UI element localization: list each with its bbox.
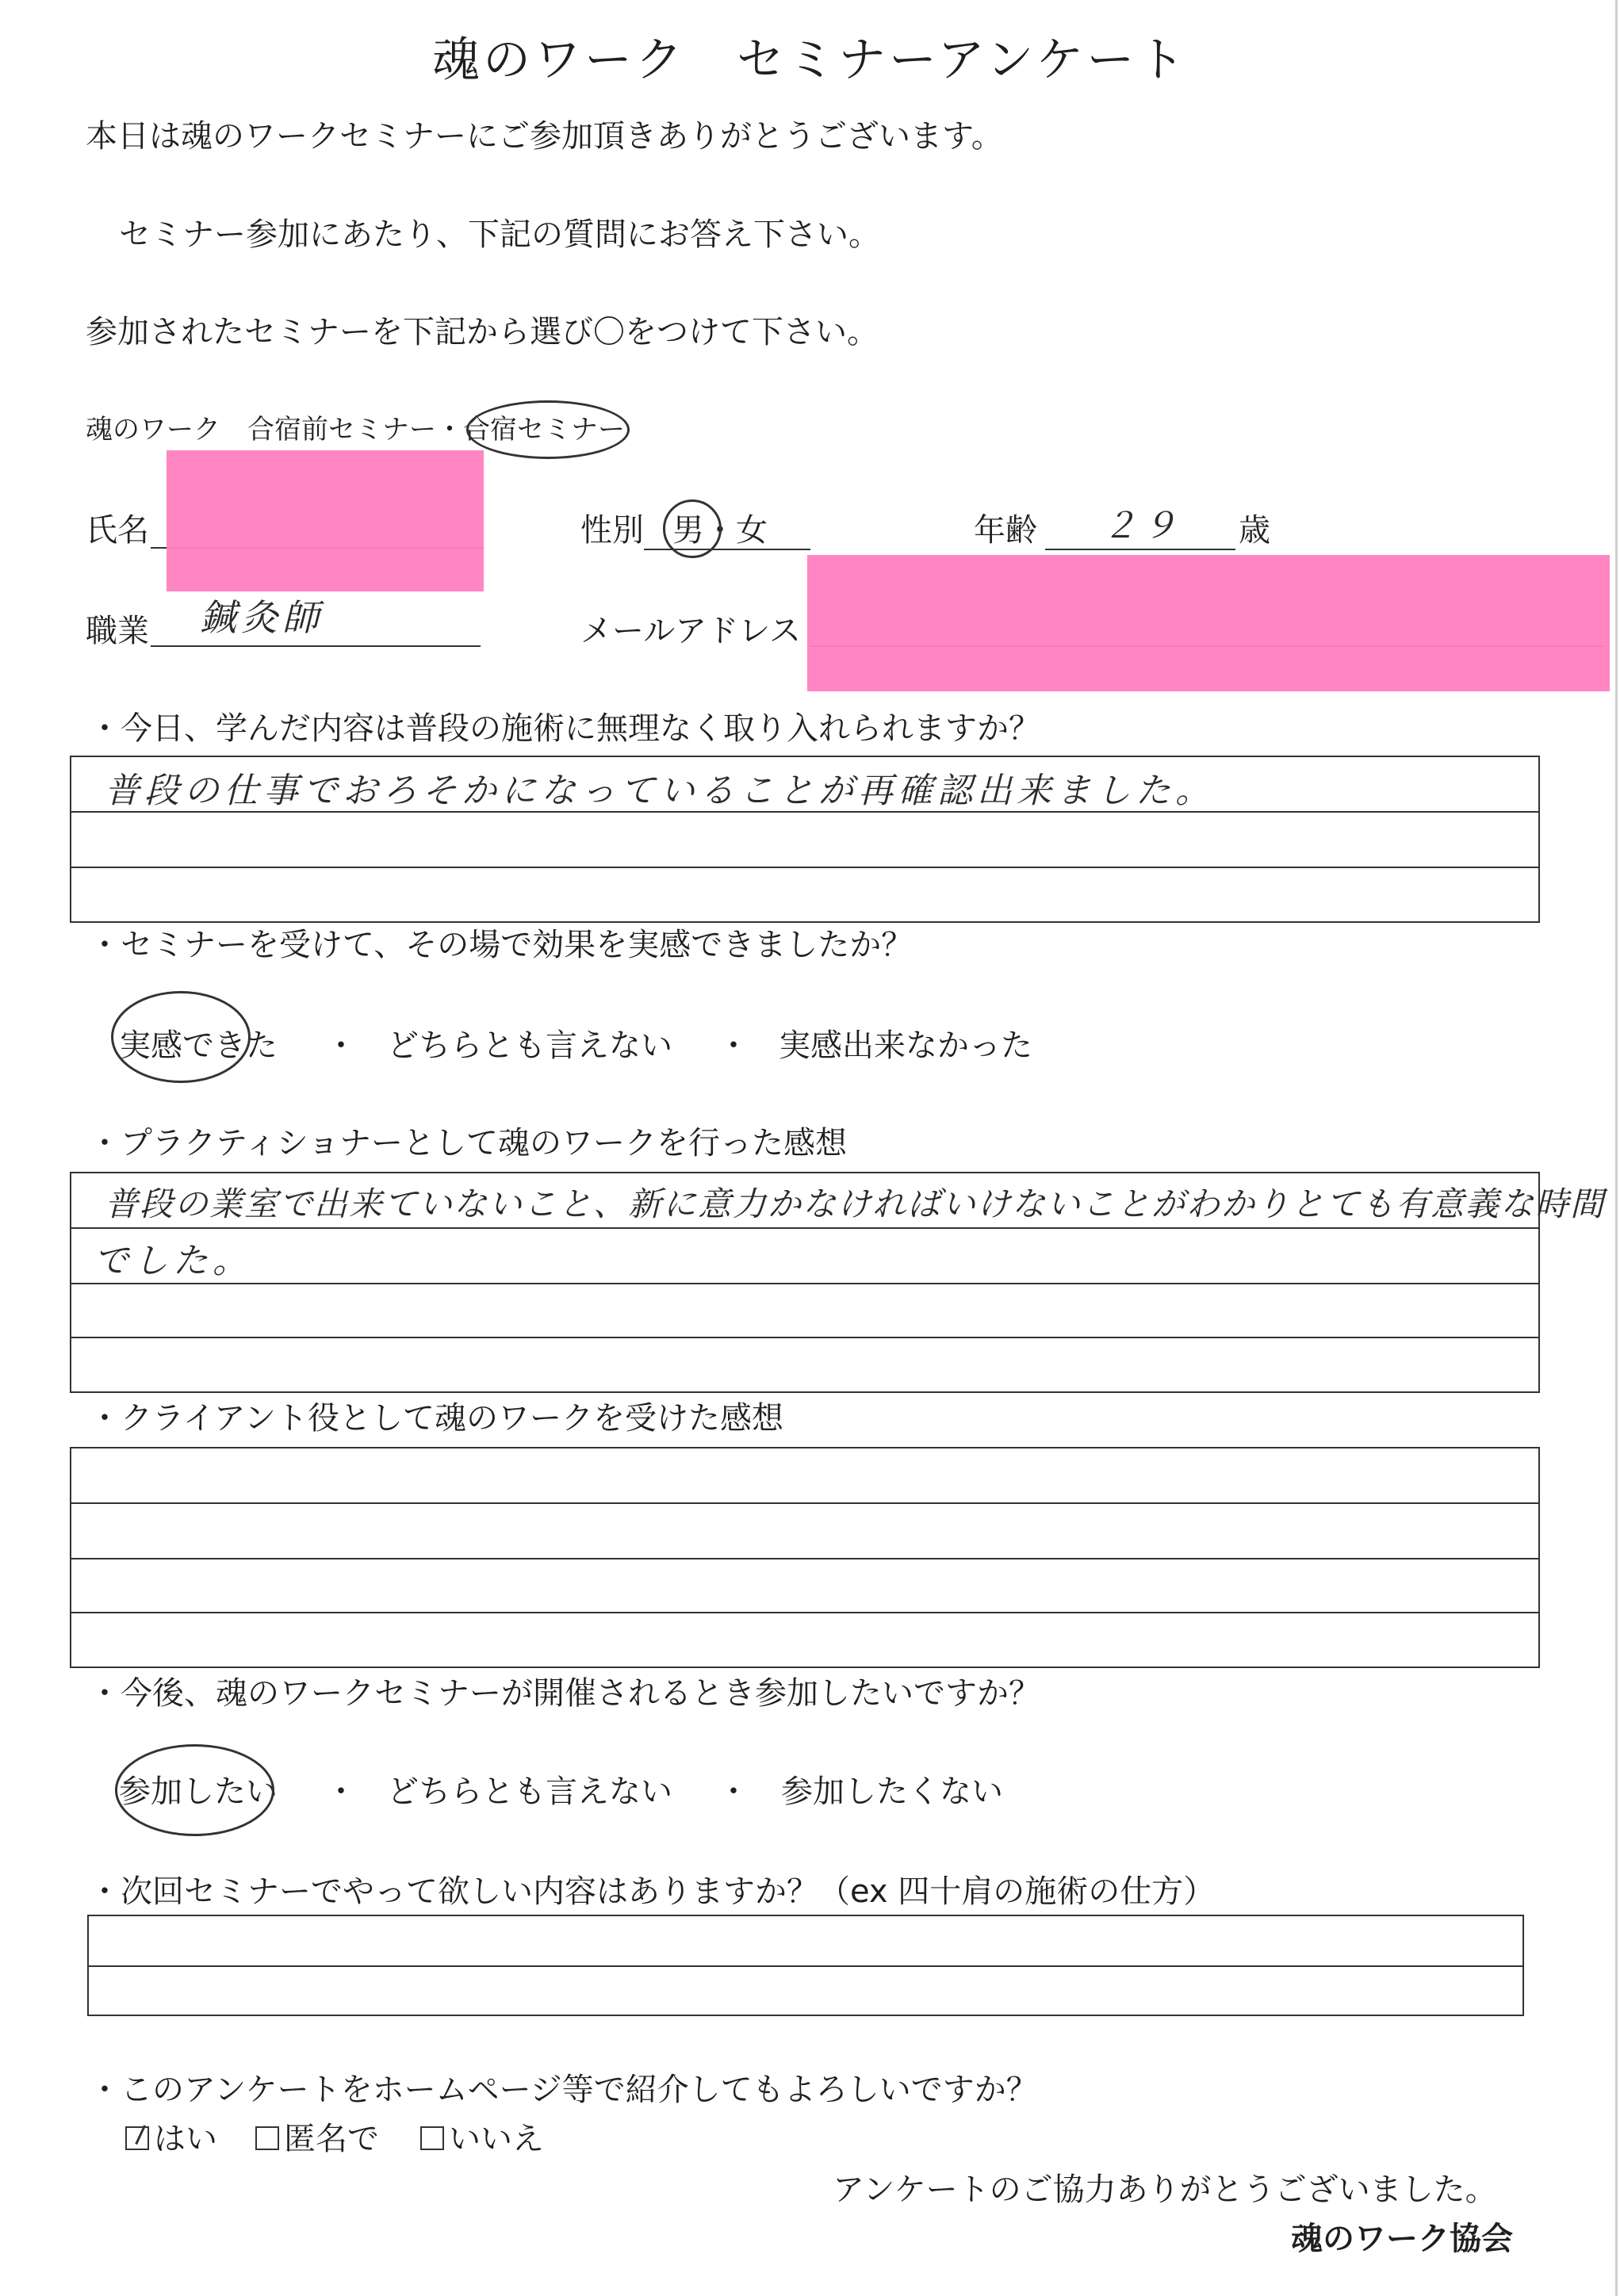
- answer-line: [71, 867, 1538, 921]
- gender-options: 男・女: [672, 512, 768, 549]
- q7-question: ・このアンケートをホームページ等で紹介してもよろしいですか？: [89, 2072, 1038, 2108]
- organization-name: 魂のワーク協会: [1291, 2221, 1513, 2257]
- answer-line: [71, 1337, 1538, 1391]
- q5-option-1[interactable]: 参加したい: [119, 1774, 278, 1810]
- job-value[interactable]: 鍼灸師: [200, 596, 324, 639]
- thanks-text: アンケートのご協力ありがとうございました。: [833, 2172, 1497, 2208]
- intro-line-3: 参加されたセミナーを下記から選び〇をつけて下さい。: [86, 314, 879, 350]
- answer-line: [71, 1612, 1538, 1667]
- q2-option-2[interactable]: どちらとも言えない: [387, 1027, 672, 1064]
- checkbox-checked-icon[interactable]: [125, 2126, 149, 2150]
- age-label: 年齢: [974, 512, 1037, 549]
- page-title: 魂のワーク セミナーアンケート: [432, 33, 1189, 88]
- q3-answer-box[interactable]: [70, 1172, 1606, 1393]
- q2-question: ・セミナーを受けて、その場で効果を実感できましたか？: [89, 927, 914, 963]
- q6-answer-box[interactable]: [87, 1915, 1524, 2016]
- q6-question: ・次回セミナーでやって欲しい内容はありますか？（ex 四十肩の施術の仕方）: [89, 1873, 1216, 1910]
- answer-line: [71, 1502, 1538, 1559]
- q7-option-yes-label: はい: [154, 2121, 217, 2157]
- q5-option-2[interactable]: どちらとも言えない: [387, 1774, 672, 1810]
- seminar-options: 魂のワーク 合宿前セミナー・合宿セミナー: [86, 414, 625, 446]
- q7-option-no[interactable]: [420, 2120, 544, 2158]
- answer-line: [71, 1173, 1606, 1229]
- q3-question: ・プラクティショナーとして魂のワークを行った感想: [89, 1125, 847, 1161]
- q2-selection-circle[interactable]: [111, 991, 251, 1083]
- gender-label: 性別: [580, 512, 644, 549]
- q7-option-no-label: いいえ: [449, 2121, 544, 2157]
- answer-text: でした。: [94, 1241, 252, 1281]
- q5-separator-2: ・: [718, 1774, 749, 1810]
- q1-answer-box[interactable]: [70, 756, 1540, 923]
- job-label: 職業: [86, 613, 149, 649]
- intro-line-1: 本日は魂のワークセミナーにご参加頂きありがとうございます。: [86, 118, 1003, 155]
- q5-option-3[interactable]: 参加したくない: [781, 1774, 1003, 1810]
- answer-line: [71, 757, 1538, 813]
- email-label: メールアドレス: [580, 613, 801, 649]
- job-field[interactable]: [151, 644, 481, 647]
- q2-option-3[interactable]: 実感出来なかった: [779, 1027, 1032, 1064]
- answer-line: [89, 1916, 1522, 1967]
- name-redaction: [167, 450, 484, 591]
- q1-question: ・今日、学んだ内容は普段の施術に無理なく取り入れられますか？: [89, 710, 1040, 747]
- answer-text: 普段の業室で出来ていないこと、新に意力かなければいけないことがわかりとても有意義な時間: [105, 1184, 1606, 1223]
- answer-line: [71, 1448, 1538, 1504]
- email-redaction: [807, 555, 1610, 691]
- checkbox-icon[interactable]: [420, 2126, 444, 2150]
- checkbox-icon[interactable]: [255, 2126, 279, 2150]
- seminar-selection-circle[interactable]: [466, 400, 630, 459]
- q2-separator-2: ・: [718, 1027, 749, 1064]
- scan-edge: [1615, 0, 1618, 2296]
- age-value[interactable]: ２９: [1102, 506, 1182, 546]
- age-unit: 歳: [1239, 512, 1270, 549]
- q5-selection-circle[interactable]: [115, 1744, 274, 1836]
- q5-question: ・今後、魂のワークセミナーが開催されるとき参加したいですか？: [89, 1675, 1040, 1712]
- answer-line: [71, 811, 1538, 868]
- answer-line: [71, 1283, 1538, 1338]
- age-field[interactable]: [1045, 547, 1235, 550]
- q4-question: ・クライアント役として魂のワークを受けた感想: [89, 1400, 783, 1437]
- q2-separator-1: ・: [325, 1027, 357, 1064]
- intro-line-2: セミナー参加にあたり、下記の質問にお答え下さい。: [119, 216, 880, 253]
- q5-separator-1: ・: [325, 1774, 357, 1810]
- answer-line: [71, 1558, 1538, 1613]
- q4-answer-box[interactable]: [70, 1447, 1540, 1668]
- gender-selection-circle[interactable]: [663, 499, 722, 558]
- answer-text: 普段の仕事でおろそかになっていることが再確認出来ました。: [105, 771, 1215, 811]
- answer-line: [71, 1227, 1538, 1284]
- q2-option-1[interactable]: 実感できた: [119, 1027, 278, 1064]
- q7-option-yes[interactable]: [125, 2120, 217, 2158]
- q7-option-anonymous-label: 匿名で: [284, 2121, 379, 2157]
- q7-option-anonymous[interactable]: [255, 2120, 379, 2158]
- name-label: 氏名: [86, 512, 149, 549]
- answer-line: [89, 1965, 1522, 2015]
